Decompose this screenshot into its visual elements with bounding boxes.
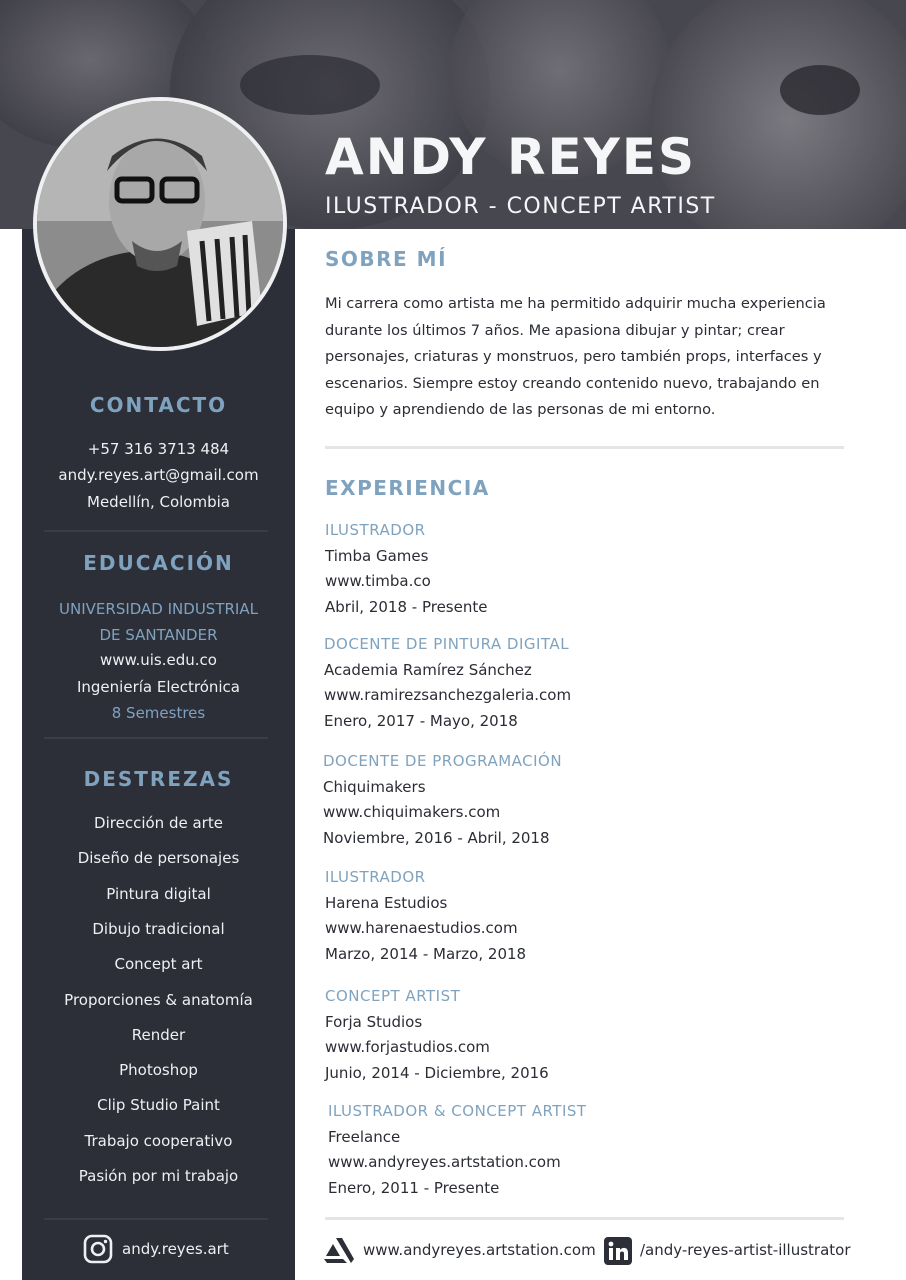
job-role: ILUSTRADOR — [325, 868, 426, 886]
skill-item: Clip Studio Paint — [97, 1096, 220, 1115]
skill-item: Trabajo cooperativo — [84, 1131, 233, 1150]
experience-item — [325, 518, 885, 620]
skill-item: Photoshop — [119, 1061, 198, 1080]
experience-item — [325, 984, 885, 1086]
job-company: Freelance — [328, 1127, 401, 1146]
job-period: Enero, 2017 - Mayo, 2018 — [324, 711, 518, 730]
about-text: Mi carrera como artista me ha permitido adquirir mucha experiencia durante los últimos 7 años. Me apasiona dibujar y pintar; crear personajes, criaturas y monstruos, pero también props, interfaces y escenarios. Siempre estoy creando contenido nuevo, trabajando en equipo y aprendiendo de las personas de mi entorno. — [325, 295, 826, 418]
job-period: Junio, 2014 - Diciembre, 2016 — [325, 1063, 549, 1082]
education-institution-line2: DE SANTANDER — [99, 626, 218, 644]
artstation-link[interactable]: www.andyreyes.artstation.com — [363, 1241, 596, 1259]
sidebar-divider — [44, 1218, 268, 1220]
job-website[interactable]: www.timba.co — [325, 572, 431, 590]
job-company: Chiquimakers — [323, 777, 426, 796]
job-period: Noviembre, 2016 - Abril, 2018 — [323, 828, 550, 847]
about-title: SOBRE MÍ — [325, 247, 448, 271]
skill-item: Dibujo tradicional — [92, 919, 225, 938]
sidebar-divider — [44, 530, 268, 532]
education-duration: 8 Semestres — [111, 704, 206, 722]
skills-title: DESTREZAS — [83, 767, 234, 791]
job-company: Timba Games — [325, 546, 429, 565]
job-company: Harena Estudios — [325, 893, 448, 912]
instagram-icon[interactable] — [83, 1234, 113, 1264]
job-website[interactable]: www.forjastudios.com — [325, 1038, 490, 1056]
job-website[interactable]: www.chiquimakers.com — [323, 803, 501, 821]
education-website[interactable]: www.uis.edu.co — [100, 651, 217, 669]
skill-item: Pasión por mi trabajo — [78, 1167, 239, 1185]
person-name: ANDY REYES — [325, 128, 697, 186]
experience-title: EXPERIENCIA — [325, 476, 490, 500]
job-role: DOCENTE DE PROGRAMACIÓN — [323, 752, 563, 770]
job-website[interactable]: www.andyreyes.artstation.com — [328, 1153, 561, 1171]
job-role: ILUSTRADOR & CONCEPT ARTIST — [328, 1102, 587, 1120]
job-role: ILUSTRADOR — [325, 521, 426, 539]
experience-item — [324, 632, 884, 734]
job-company: Forja Studios — [325, 1012, 423, 1031]
education-institution-line1: UNIVERSIDAD INDUSTRIAL — [59, 600, 258, 618]
job-website[interactable]: www.ramirezsanchezgaleria.com — [324, 686, 572, 704]
skill-item: Dirección de arte — [94, 814, 223, 832]
skill-item: Diseño de personajes — [77, 849, 240, 868]
contact-title: CONTACTO — [89, 393, 228, 417]
experience-item — [323, 749, 883, 851]
contact-email[interactable]: andy.reyes.art@gmail.com — [58, 466, 259, 484]
job-period: Marzo, 2014 - Marzo, 2018 — [325, 944, 527, 963]
experience-item — [325, 865, 885, 967]
sidebar — [22, 229, 295, 1280]
job-period: Abril, 2018 - Presente — [325, 597, 488, 616]
education-title: EDUCACIÓN — [83, 551, 234, 575]
education-degree: Ingeniería Electrónica — [76, 678, 240, 696]
section-divider — [325, 1217, 844, 1220]
job-title: ILUSTRADOR - CONCEPT ARTIST — [325, 194, 716, 219]
linkedin-icon[interactable] — [604, 1237, 632, 1265]
portrait-image — [37, 101, 283, 347]
job-company: Academia Ramírez Sánchez — [324, 660, 532, 679]
sidebar-divider — [44, 737, 268, 739]
profile-photo — [33, 97, 287, 351]
skill-item: Render — [131, 1025, 186, 1044]
contact-location: Medellín, Colombia — [87, 493, 230, 511]
job-period: Enero, 2011 - Presente — [328, 1178, 500, 1197]
skill-item: Proporciones & anatomía — [64, 990, 253, 1009]
skill-item: Concept art — [114, 955, 203, 974]
skill-item: Pintura digital — [106, 884, 211, 903]
instagram-handle[interactable]: andy.reyes.art — [122, 1240, 229, 1258]
contact-phone[interactable]: +57 316 3713 484 — [87, 440, 230, 458]
experience-item — [328, 1099, 888, 1201]
job-website[interactable]: www.harenaestudios.com — [325, 919, 518, 937]
section-divider — [325, 446, 844, 449]
job-role: DOCENTE DE PINTURA DIGITAL — [324, 635, 570, 653]
job-role: CONCEPT ARTIST — [325, 987, 461, 1005]
linkedin-link[interactable]: /andy-reyes-artist-illustrator — [640, 1241, 851, 1259]
artstation-icon[interactable] — [323, 1236, 355, 1264]
